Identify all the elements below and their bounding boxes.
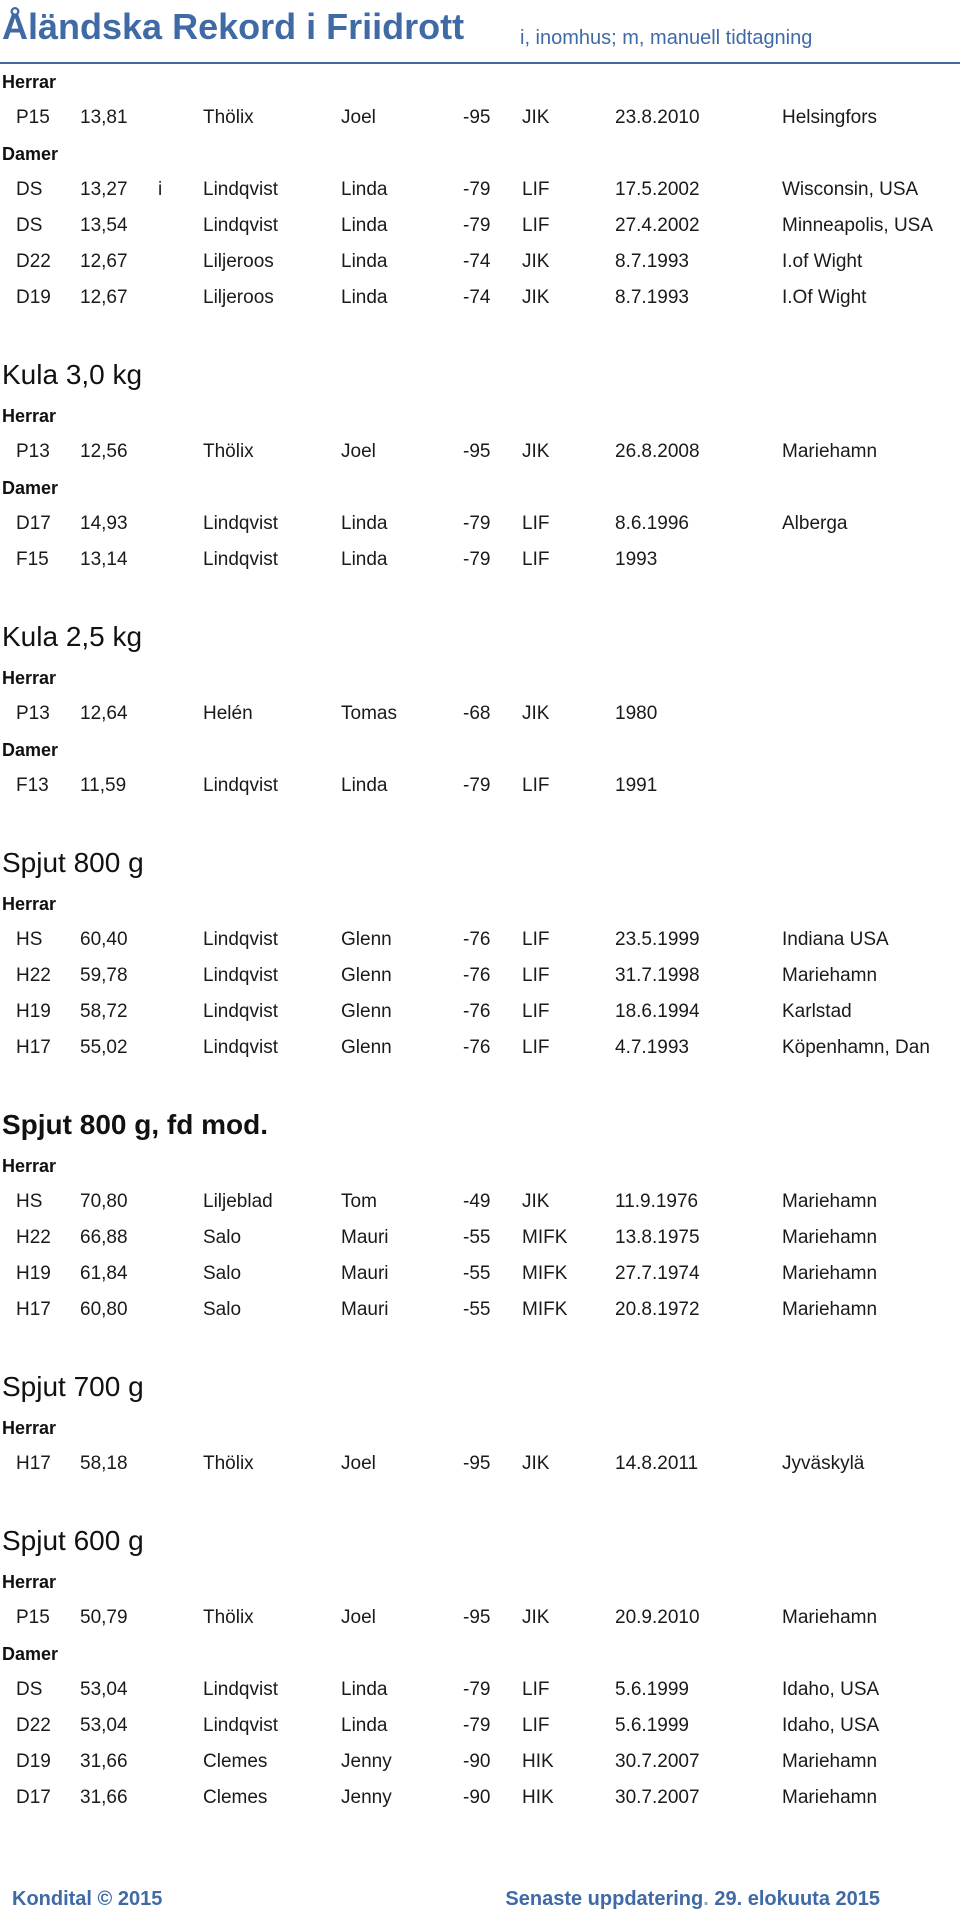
club-cell: HIK bbox=[522, 1751, 554, 1772]
birth-year-cell: -95 bbox=[463, 107, 491, 128]
club-cell: JIK bbox=[522, 251, 550, 272]
birth-year-cell: -49 bbox=[463, 1191, 491, 1212]
first-name-cell: Tomas bbox=[341, 703, 397, 724]
venue-cell: Minneapolis, USA bbox=[782, 215, 934, 236]
date-cell: 5.6.1999 bbox=[615, 1679, 689, 1700]
event-section bbox=[0, 1328, 960, 1482]
event-class-cell: D19 bbox=[16, 1751, 51, 1772]
date-cell: 27.4.2002 bbox=[615, 215, 700, 236]
last-name-cell: Clemes bbox=[203, 1751, 268, 1772]
page-header bbox=[0, 0, 960, 64]
footer-updated-label: Senaste uppdatering bbox=[505, 1888, 704, 1910]
gender-group-label: Herrar bbox=[2, 1156, 57, 1176]
gender-group-label: Damer bbox=[2, 144, 59, 164]
event-class-cell: DS bbox=[16, 215, 43, 236]
record-row bbox=[0, 1744, 960, 1780]
result-cell: 61,84 bbox=[80, 1263, 128, 1284]
birth-year-cell: -76 bbox=[463, 929, 491, 950]
last-name-cell: Thölix bbox=[203, 107, 254, 128]
club-cell: LIF bbox=[522, 929, 550, 950]
first-name-cell: Joel bbox=[341, 107, 376, 128]
birth-year-cell: -79 bbox=[463, 513, 491, 534]
last-name-cell: Salo bbox=[203, 1263, 242, 1284]
birth-year-cell: -79 bbox=[463, 775, 491, 796]
event-class-cell: HS bbox=[16, 1191, 43, 1212]
record-row bbox=[0, 1780, 960, 1816]
last-name-cell: Lindqvist bbox=[203, 215, 278, 236]
first-name-cell: Linda bbox=[341, 1715, 388, 1736]
club-cell: LIF bbox=[522, 215, 550, 236]
result-cell: 14,93 bbox=[80, 513, 128, 534]
event-class-cell: D19 bbox=[16, 287, 51, 308]
first-name-cell: Glenn bbox=[341, 1001, 392, 1022]
venue-cell: Karlstad bbox=[782, 1001, 852, 1022]
last-name-cell: Lindqvist bbox=[203, 1715, 278, 1736]
result-cell: 66,88 bbox=[80, 1227, 128, 1248]
event-class-cell: DS bbox=[16, 1679, 43, 1700]
gender-group-label: Damer bbox=[2, 478, 59, 498]
last-name-cell: Thölix bbox=[203, 441, 254, 462]
event-title: Kula 3,0 kg bbox=[2, 359, 143, 390]
club-cell: LIF bbox=[522, 1715, 550, 1736]
section-spacer bbox=[0, 804, 960, 840]
birth-year-cell: -95 bbox=[463, 1453, 491, 1474]
record-row bbox=[0, 1672, 960, 1708]
event-class-cell: H19 bbox=[16, 1263, 51, 1284]
date-cell: 13.8.1975 bbox=[615, 1227, 700, 1248]
club-cell: JIK bbox=[522, 1191, 550, 1212]
record-row bbox=[0, 434, 960, 470]
last-name-cell: Lindqvist bbox=[203, 1001, 278, 1022]
first-name-cell: Mauri bbox=[341, 1299, 389, 1320]
event-class-cell: H22 bbox=[16, 965, 51, 986]
gender-group-label: Herrar bbox=[2, 1572, 57, 1592]
birth-year-cell: -76 bbox=[463, 1037, 491, 1058]
last-name-cell: Lindqvist bbox=[203, 549, 278, 570]
club-cell: LIF bbox=[522, 513, 550, 534]
footer-updated-date: 29. elokuuta 2015 bbox=[714, 1888, 880, 1910]
gender-group-label: Damer bbox=[2, 1644, 59, 1664]
venue-cell: Mariehamn bbox=[782, 1263, 878, 1284]
date-cell: 30.7.2007 bbox=[615, 1787, 700, 1808]
venue-cell: Jyväskylä bbox=[782, 1453, 865, 1474]
first-name-cell: Linda bbox=[341, 513, 388, 534]
footer-copyright: Kondital © 2015 bbox=[12, 1888, 163, 1910]
venue-cell: Wisconsin, USA bbox=[782, 179, 919, 200]
first-name-cell: Glenn bbox=[341, 965, 392, 986]
birth-year-cell: -68 bbox=[463, 703, 491, 724]
venue-cell: Idaho, USA bbox=[782, 1715, 880, 1736]
record-row bbox=[0, 1446, 960, 1482]
first-name-cell: Joel bbox=[341, 1453, 376, 1474]
venue-cell: I.Of Wight bbox=[782, 287, 867, 308]
record-row bbox=[0, 172, 960, 208]
event-class-cell: P15 bbox=[16, 1607, 50, 1628]
club-cell: MIFK bbox=[522, 1299, 568, 1320]
first-name-cell: Glenn bbox=[341, 929, 392, 950]
last-name-cell: Lindqvist bbox=[203, 775, 278, 796]
club-cell: MIFK bbox=[522, 1227, 568, 1248]
birth-year-cell: -79 bbox=[463, 549, 491, 570]
venue-cell: Mariehamn bbox=[782, 1191, 878, 1212]
record-row bbox=[0, 100, 960, 136]
record-row bbox=[0, 1292, 960, 1328]
event-class-cell: DS bbox=[16, 179, 43, 200]
club-cell: HIK bbox=[522, 1787, 554, 1808]
result-cell: 60,40 bbox=[80, 929, 128, 950]
gender-group-label: Herrar bbox=[2, 668, 57, 688]
gender-group-label: Herrar bbox=[2, 406, 57, 426]
result-cell: 55,02 bbox=[80, 1037, 128, 1058]
last-name-cell: Lindqvist bbox=[203, 1679, 278, 1700]
result-cell: 59,78 bbox=[80, 965, 128, 986]
record-row bbox=[0, 208, 960, 244]
result-cell: 12,64 bbox=[80, 703, 128, 724]
date-cell: 4.7.1993 bbox=[615, 1037, 689, 1058]
section-spacer bbox=[0, 316, 960, 352]
venue-cell: Mariehamn bbox=[782, 1751, 878, 1772]
first-name-cell: Jenny bbox=[341, 1751, 392, 1772]
event-class-cell: D22 bbox=[16, 1715, 51, 1736]
event-section bbox=[0, 64, 960, 316]
birth-year-cell: -55 bbox=[463, 1263, 491, 1284]
venue-cell: Mariehamn bbox=[782, 965, 878, 986]
first-name-cell: Linda bbox=[341, 251, 388, 272]
record-row bbox=[0, 1256, 960, 1292]
last-name-cell: Salo bbox=[203, 1299, 242, 1320]
birth-year-cell: -95 bbox=[463, 441, 491, 462]
date-cell: 1993 bbox=[615, 549, 658, 570]
result-cell: 13,14 bbox=[80, 549, 128, 570]
birth-year-cell: -79 bbox=[463, 1715, 491, 1736]
event-title: Spjut 600 g bbox=[2, 1525, 144, 1556]
event-title: Kula 2,5 kg bbox=[2, 621, 143, 652]
result-cell: 13,81 bbox=[80, 107, 128, 128]
section-spacer bbox=[0, 1066, 960, 1102]
event-section bbox=[0, 578, 960, 804]
gender-group-label: Damer bbox=[2, 740, 59, 760]
first-name-cell: Tom bbox=[341, 1191, 377, 1212]
event-title: Spjut 800 g, fd mod. bbox=[2, 1109, 269, 1140]
result-cell: 31,66 bbox=[80, 1751, 128, 1772]
last-name-cell: Lindqvist bbox=[203, 1037, 278, 1058]
last-name-cell: Thölix bbox=[203, 1453, 254, 1474]
event-class-cell: H17 bbox=[16, 1453, 51, 1474]
record-row bbox=[0, 506, 960, 542]
gender-group-label: Herrar bbox=[2, 72, 57, 92]
event-class-cell: H22 bbox=[16, 1227, 51, 1248]
gender-group-label: Herrar bbox=[2, 1418, 57, 1438]
birth-year-cell: -79 bbox=[463, 1679, 491, 1700]
date-cell: 17.5.2002 bbox=[615, 179, 700, 200]
result-cell: 70,80 bbox=[80, 1191, 128, 1212]
first-name-cell: Linda bbox=[341, 775, 388, 796]
club-cell: LIF bbox=[522, 775, 550, 796]
venue-cell: Helsingfors bbox=[782, 107, 878, 128]
result-cell: 12,67 bbox=[80, 251, 128, 272]
result-cell: 12,56 bbox=[80, 441, 128, 462]
birth-year-cell: -79 bbox=[463, 215, 491, 236]
venue-cell: Mariehamn bbox=[782, 1299, 878, 1320]
event-class-cell: HS bbox=[16, 929, 43, 950]
event-class-cell: P13 bbox=[16, 703, 50, 724]
record-row bbox=[0, 1184, 960, 1220]
club-cell: JIK bbox=[522, 107, 550, 128]
result-cell: 60,80 bbox=[80, 1299, 128, 1320]
footer-separator: . bbox=[703, 1888, 709, 1910]
birth-year-cell: -55 bbox=[463, 1299, 491, 1320]
flag-cell: i bbox=[158, 179, 163, 200]
event-section bbox=[0, 316, 960, 578]
venue-cell: Köpenhamn, Dan bbox=[782, 1037, 930, 1058]
record-row bbox=[0, 768, 960, 804]
last-name-cell: Lindqvist bbox=[203, 929, 278, 950]
venue-cell: Mariehamn bbox=[782, 1227, 878, 1248]
birth-year-cell: -90 bbox=[463, 1751, 491, 1772]
event-section bbox=[0, 1066, 960, 1328]
birth-year-cell: -76 bbox=[463, 965, 491, 986]
venue-cell: Indiana USA bbox=[782, 929, 889, 950]
event-class-cell: P13 bbox=[16, 441, 50, 462]
event-title: Spjut 700 g bbox=[2, 1371, 144, 1402]
event-class-cell: P15 bbox=[16, 107, 50, 128]
club-cell: MIFK bbox=[522, 1263, 568, 1284]
date-cell: 11.9.1976 bbox=[615, 1191, 699, 1212]
event-class-cell: D17 bbox=[16, 513, 51, 534]
record-row bbox=[0, 922, 960, 958]
date-cell: 1991 bbox=[615, 775, 658, 796]
date-cell: 1980 bbox=[615, 703, 658, 724]
birth-year-cell: -76 bbox=[463, 1001, 491, 1022]
date-cell: 20.8.1972 bbox=[615, 1299, 700, 1320]
first-name-cell: Linda bbox=[341, 287, 388, 308]
club-cell: JIK bbox=[522, 1607, 550, 1628]
club-cell: JIK bbox=[522, 1453, 550, 1474]
record-row bbox=[0, 958, 960, 994]
last-name-cell: Lindqvist bbox=[203, 179, 278, 200]
record-row bbox=[0, 280, 960, 316]
date-cell: 27.7.1974 bbox=[615, 1263, 700, 1284]
event-class-cell: F15 bbox=[16, 549, 49, 570]
event-section bbox=[0, 804, 960, 1066]
result-cell: 31,66 bbox=[80, 1787, 128, 1808]
event-class-cell: H17 bbox=[16, 1299, 51, 1320]
last-name-cell: Liljeroos bbox=[203, 287, 274, 308]
footer-updated bbox=[505, 1888, 880, 1911]
record-row bbox=[0, 1708, 960, 1744]
club-cell: LIF bbox=[522, 1001, 550, 1022]
record-row bbox=[0, 244, 960, 280]
birth-year-cell: -90 bbox=[463, 1787, 491, 1808]
event-section bbox=[0, 1482, 960, 1816]
event-class-cell: F13 bbox=[16, 775, 49, 796]
venue-cell: Mariehamn bbox=[782, 441, 878, 462]
first-name-cell: Jenny bbox=[341, 1787, 392, 1808]
last-name-cell: Liljeblad bbox=[203, 1191, 273, 1212]
date-cell: 8.6.1996 bbox=[615, 513, 689, 534]
page-title: Åländska Rekord i Friidrott bbox=[2, 6, 465, 47]
last-name-cell: Lindqvist bbox=[203, 965, 278, 986]
event-class-cell: H19 bbox=[16, 1001, 51, 1022]
page-subtitle: i, inomhus; m, manuell tidtagning bbox=[520, 27, 813, 49]
last-name-cell: Helén bbox=[203, 703, 253, 724]
date-cell: 8.7.1993 bbox=[615, 251, 689, 272]
result-cell: 11,59 bbox=[80, 775, 127, 796]
record-row bbox=[0, 696, 960, 732]
club-cell: JIK bbox=[522, 287, 550, 308]
date-cell: 31.7.1998 bbox=[615, 965, 700, 986]
result-cell: 13,27 bbox=[80, 179, 128, 200]
result-cell: 13,54 bbox=[80, 215, 128, 236]
last-name-cell: Lindqvist bbox=[203, 513, 278, 534]
venue-cell: Mariehamn bbox=[782, 1607, 878, 1628]
record-row bbox=[0, 1030, 960, 1066]
section-spacer bbox=[0, 578, 960, 614]
section-spacer bbox=[0, 1482, 960, 1518]
club-cell: JIK bbox=[522, 703, 550, 724]
last-name-cell: Thölix bbox=[203, 1607, 254, 1628]
date-cell: 5.6.1999 bbox=[615, 1715, 689, 1736]
date-cell: 8.7.1993 bbox=[615, 287, 689, 308]
first-name-cell: Linda bbox=[341, 215, 388, 236]
first-name-cell: Mauri bbox=[341, 1263, 389, 1284]
birth-year-cell: -79 bbox=[463, 179, 491, 200]
record-row bbox=[0, 1220, 960, 1256]
last-name-cell: Clemes bbox=[203, 1787, 268, 1808]
result-cell: 53,04 bbox=[80, 1679, 128, 1700]
record-row bbox=[0, 1600, 960, 1636]
records-content bbox=[0, 64, 960, 1816]
first-name-cell: Linda bbox=[341, 1679, 388, 1700]
first-name-cell: Joel bbox=[341, 441, 376, 462]
result-cell: 58,72 bbox=[80, 1001, 128, 1022]
result-cell: 58,18 bbox=[80, 1453, 128, 1474]
date-cell: 30.7.2007 bbox=[615, 1751, 700, 1772]
date-cell: 26.8.2008 bbox=[615, 441, 700, 462]
date-cell: 14.8.2011 bbox=[615, 1453, 699, 1474]
birth-year-cell: -55 bbox=[463, 1227, 491, 1248]
result-cell: 53,04 bbox=[80, 1715, 128, 1736]
result-cell: 50,79 bbox=[80, 1607, 128, 1628]
record-row bbox=[0, 994, 960, 1030]
first-name-cell: Linda bbox=[341, 179, 388, 200]
event-title: Spjut 800 g bbox=[2, 847, 144, 878]
first-name-cell: Glenn bbox=[341, 1037, 392, 1058]
first-name-cell: Linda bbox=[341, 549, 388, 570]
club-cell: LIF bbox=[522, 549, 550, 570]
first-name-cell: Mauri bbox=[341, 1227, 389, 1248]
venue-cell: Mariehamn bbox=[782, 1787, 878, 1808]
club-cell: JIK bbox=[522, 441, 550, 462]
club-cell: LIF bbox=[522, 965, 550, 986]
birth-year-cell: -74 bbox=[463, 251, 491, 272]
date-cell: 18.6.1994 bbox=[615, 1001, 700, 1022]
date-cell: 23.5.1999 bbox=[615, 929, 700, 950]
event-class-cell: D17 bbox=[16, 1787, 51, 1808]
result-cell: 12,67 bbox=[80, 287, 128, 308]
last-name-cell: Liljeroos bbox=[203, 251, 274, 272]
page-footer bbox=[0, 1878, 960, 1918]
event-class-cell: H17 bbox=[16, 1037, 51, 1058]
date-cell: 23.8.2010 bbox=[615, 107, 700, 128]
club-cell: LIF bbox=[522, 1679, 550, 1700]
event-class-cell: D22 bbox=[16, 251, 51, 272]
record-row bbox=[0, 542, 960, 578]
gender-group-label: Herrar bbox=[2, 894, 57, 914]
date-cell: 20.9.2010 bbox=[615, 1607, 700, 1628]
venue-cell: Alberga bbox=[782, 513, 848, 534]
venue-cell: Idaho, USA bbox=[782, 1679, 880, 1700]
last-name-cell: Salo bbox=[203, 1227, 242, 1248]
club-cell: LIF bbox=[522, 179, 550, 200]
first-name-cell: Joel bbox=[341, 1607, 376, 1628]
section-spacer bbox=[0, 1328, 960, 1364]
birth-year-cell: -95 bbox=[463, 1607, 491, 1628]
club-cell: LIF bbox=[522, 1037, 550, 1058]
venue-cell: I.of Wight bbox=[782, 251, 863, 272]
birth-year-cell: -74 bbox=[463, 287, 491, 308]
